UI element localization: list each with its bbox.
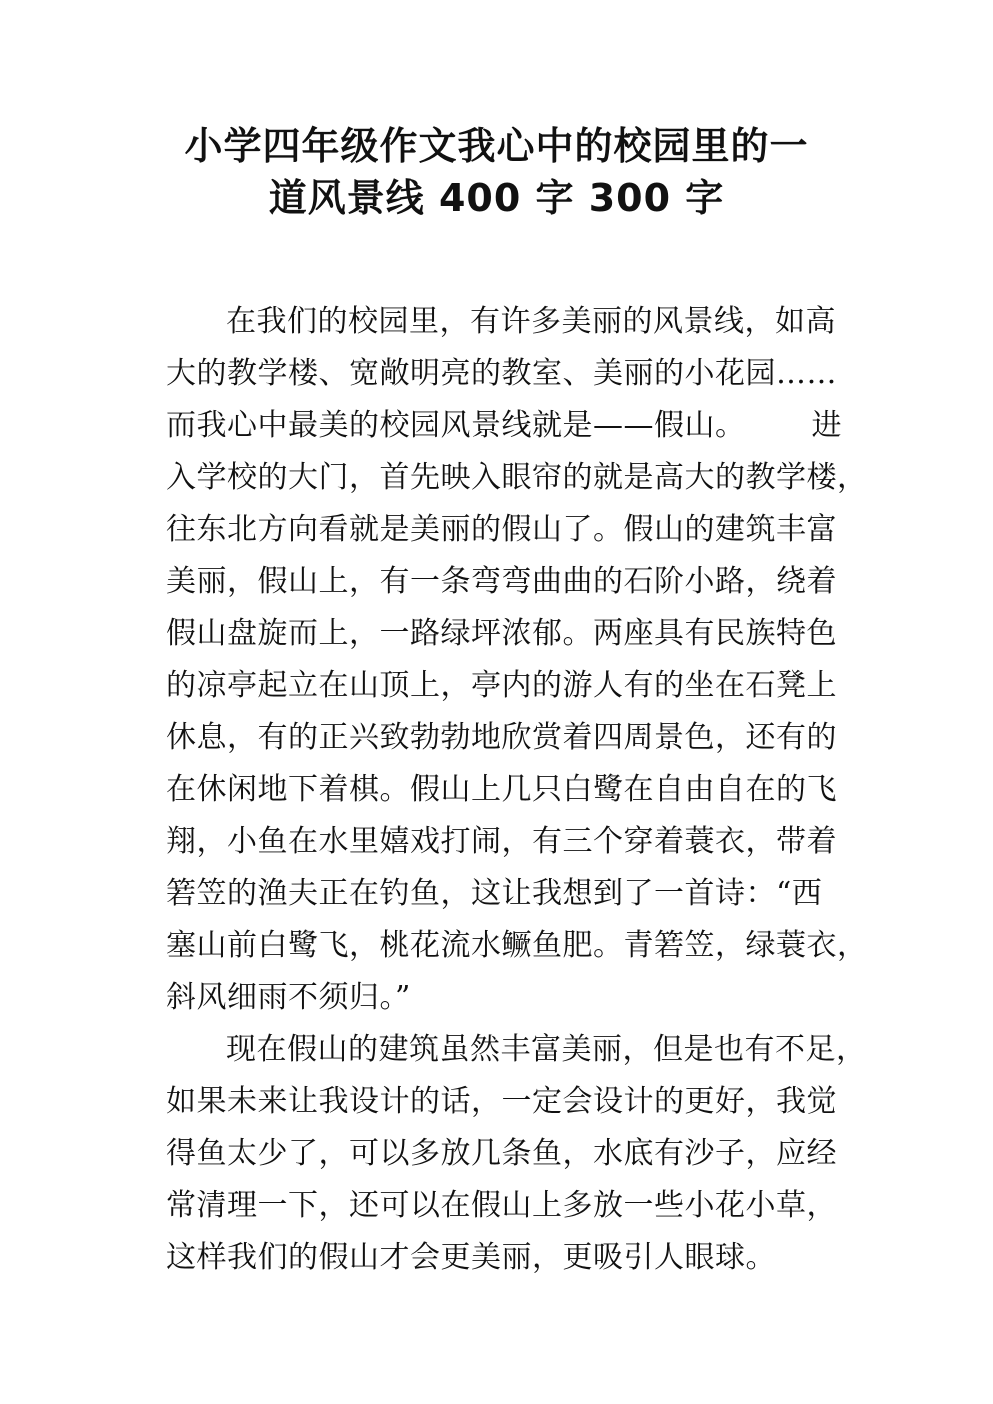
- paragraph-line: 美丽，假山上，有一条弯弯曲曲的石阶小路，绕着: [166, 564, 837, 599]
- paragraph-line: 如果未来让我设计的话，一定会设计的更好，我觉: [166, 1084, 837, 1119]
- paragraph-2-start: 进: [811, 408, 842, 443]
- paragraph-line: 翔，小鱼在水里嬉戏打闹，有三个穿着蓑衣，带着: [166, 824, 837, 859]
- paragraph-line: 得鱼太少了，可以多放几条鱼，水底有沙子，应经: [166, 1136, 837, 1171]
- paragraph-line: 在休闲地下着棋。假山上几只白鹭在自由自在的飞: [166, 772, 837, 807]
- paragraph-line: 而我心中最美的校园风景线就是——假山。: [166, 408, 746, 443]
- paragraph-1: [166, 296, 846, 452]
- title-line-2: 道风景线 400 字 300 字: [268, 176, 725, 220]
- paragraph-line: 塞山前白鹭飞，桃花流水鳜鱼肥。青箬笠，绿蓑衣，: [166, 928, 868, 963]
- page-title: [150, 120, 843, 224]
- paragraph-line: 的凉亭起立在山顶上，亭内的游人有的坐在石凳上: [166, 668, 837, 703]
- paragraph-line: 常清理一下，还可以在假山上多放一些小花小草，: [166, 1188, 837, 1223]
- paragraph-line: 箬笠的渔夫正在钓鱼，这让我想到了一首诗：“西: [166, 876, 823, 911]
- paragraph-line: 往东北方向看就是美丽的假山了。假山的建筑丰富: [166, 512, 837, 547]
- paragraph-line: 大的教学楼、宽敞明亮的教室、美丽的小花园……: [166, 356, 837, 391]
- paragraph-line: 休息，有的正兴致勃勃地欣赏着四周景色，还有的: [166, 720, 837, 755]
- title-line-1: 小学四年级作文我心中的校园里的一: [184, 124, 809, 168]
- paragraph-line: 在我们的校园里，有许多美丽的风景线，如高: [226, 304, 836, 339]
- paragraph-line: 现在假山的建筑虽然丰富美丽，但是也有不足，: [226, 1032, 867, 1067]
- paragraph-line-with-inline-start: [166, 400, 846, 452]
- paragraph-2: [166, 452, 868, 1024]
- paragraph-line: 斜风细雨不须归。”: [166, 980, 411, 1015]
- paragraph-line: 入学校的大门，首先映入眼帘的就是高大的教学楼，: [166, 460, 868, 495]
- paragraph-3: [166, 1024, 867, 1284]
- paragraph-line: 这样我们的假山才会更美丽，更吸引人眼球。: [166, 1240, 776, 1275]
- essay-body: [166, 296, 868, 1284]
- paragraph-line: 假山盘旋而上，一路绿坪浓郁。两座具有民族特色: [166, 616, 837, 651]
